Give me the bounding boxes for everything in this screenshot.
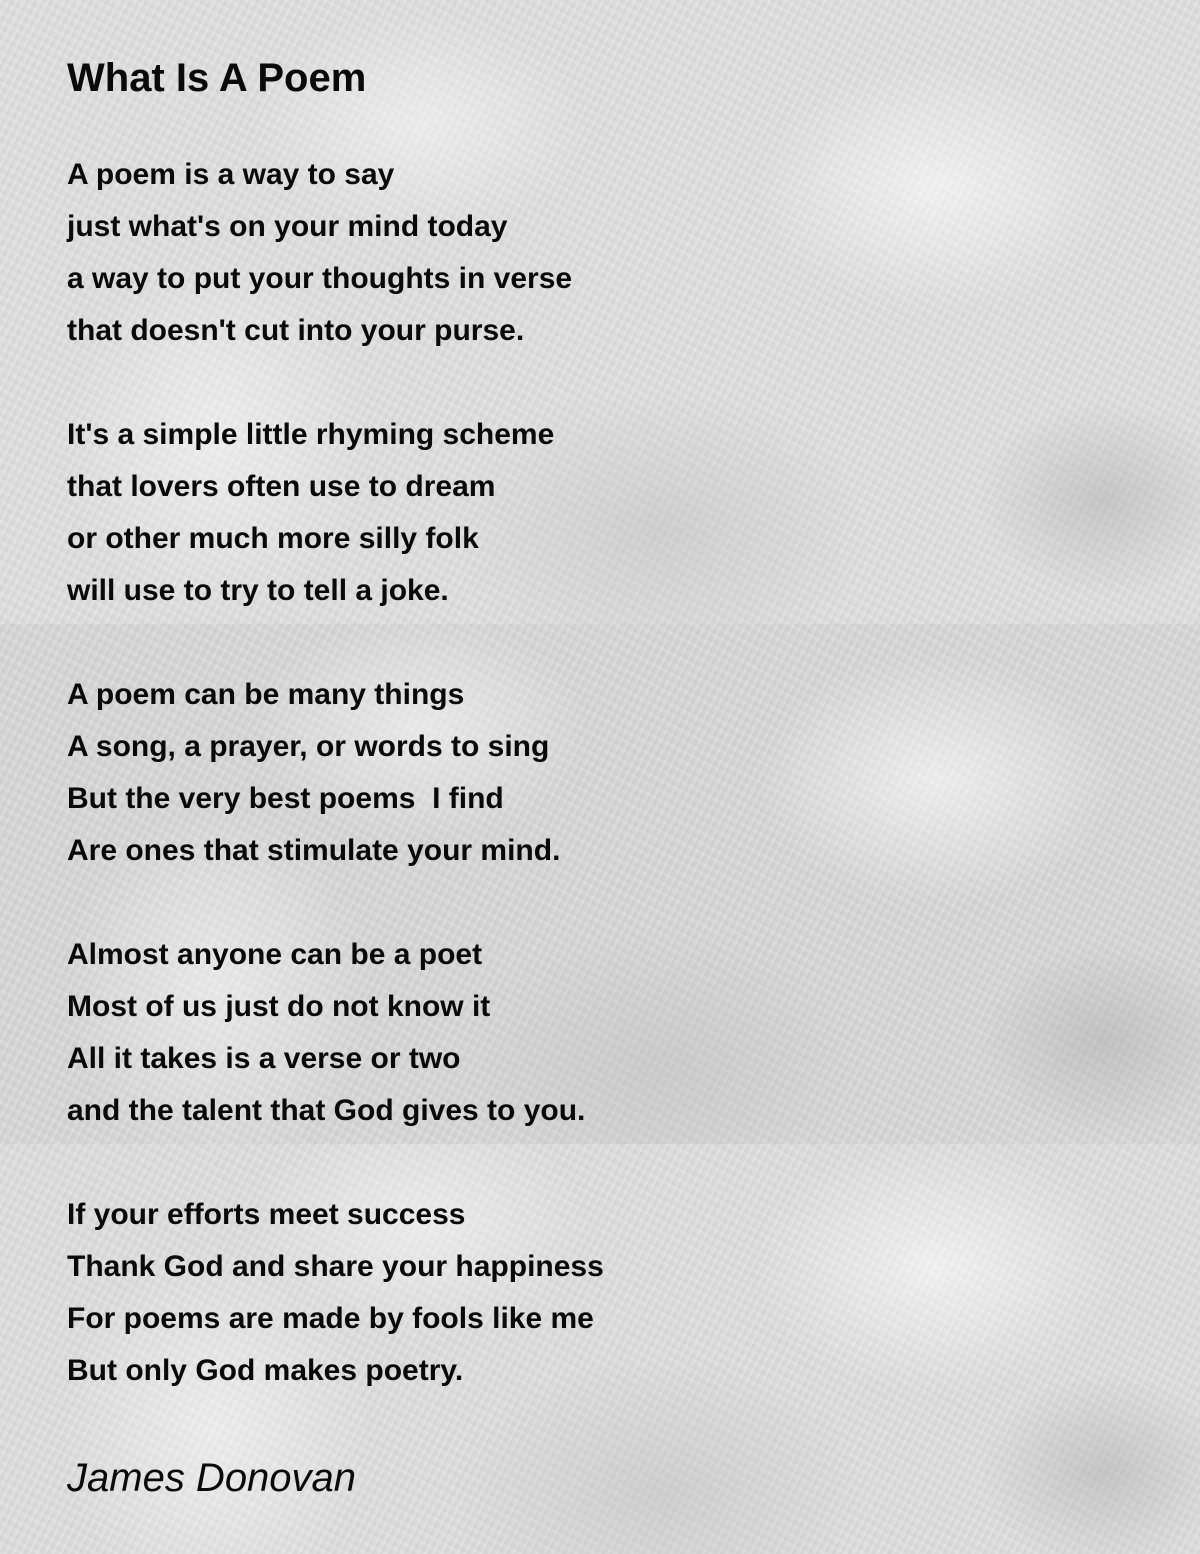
poem-title: What Is A Poem — [67, 56, 367, 100]
poem-line: If your efforts meet success — [67, 1198, 466, 1231]
poem-line: It's a simple little rhyming scheme — [67, 418, 555, 451]
stanza-4 — [67, 929, 585, 1137]
poem-line: Almost anyone can be a poet — [67, 938, 483, 971]
poem-line: But only God makes poetry. — [67, 1354, 464, 1387]
poem-line: or other much more silly folk — [67, 522, 479, 555]
poem-line: that lovers often use to dream — [67, 470, 496, 503]
poem-line: that doesn't cut into your purse. — [67, 314, 525, 347]
poem-line: For poems are made by fools like me — [67, 1302, 594, 1335]
stanza-1 — [67, 149, 572, 357]
poem-line: All it takes is a verse or two — [67, 1042, 461, 1075]
poem-line: just what's on your mind today — [67, 210, 508, 243]
poem-line: Most of us just do not know it — [67, 990, 491, 1023]
poem-author: James Donovan — [67, 1456, 357, 1500]
stanza-2 — [67, 409, 554, 617]
poem-line: Thank God and share your happiness — [67, 1250, 604, 1283]
poem-line: and the talent that God gives to you. — [67, 1094, 586, 1127]
stanza-5 — [67, 1189, 604, 1397]
poem-line: a way to put your thoughts in verse — [67, 262, 573, 295]
poem-line: A poem can be many things — [67, 678, 465, 711]
poem-line: Are ones that stimulate your mind. — [67, 834, 561, 867]
poem-line: will use to try to tell a joke. — [67, 574, 449, 607]
stanza-3 — [67, 669, 560, 877]
poem-line: A poem is a way to say — [67, 158, 395, 191]
poem-line: But the very best poems I find — [67, 782, 504, 815]
poem-line: A song, a prayer, or words to sing — [67, 730, 550, 763]
